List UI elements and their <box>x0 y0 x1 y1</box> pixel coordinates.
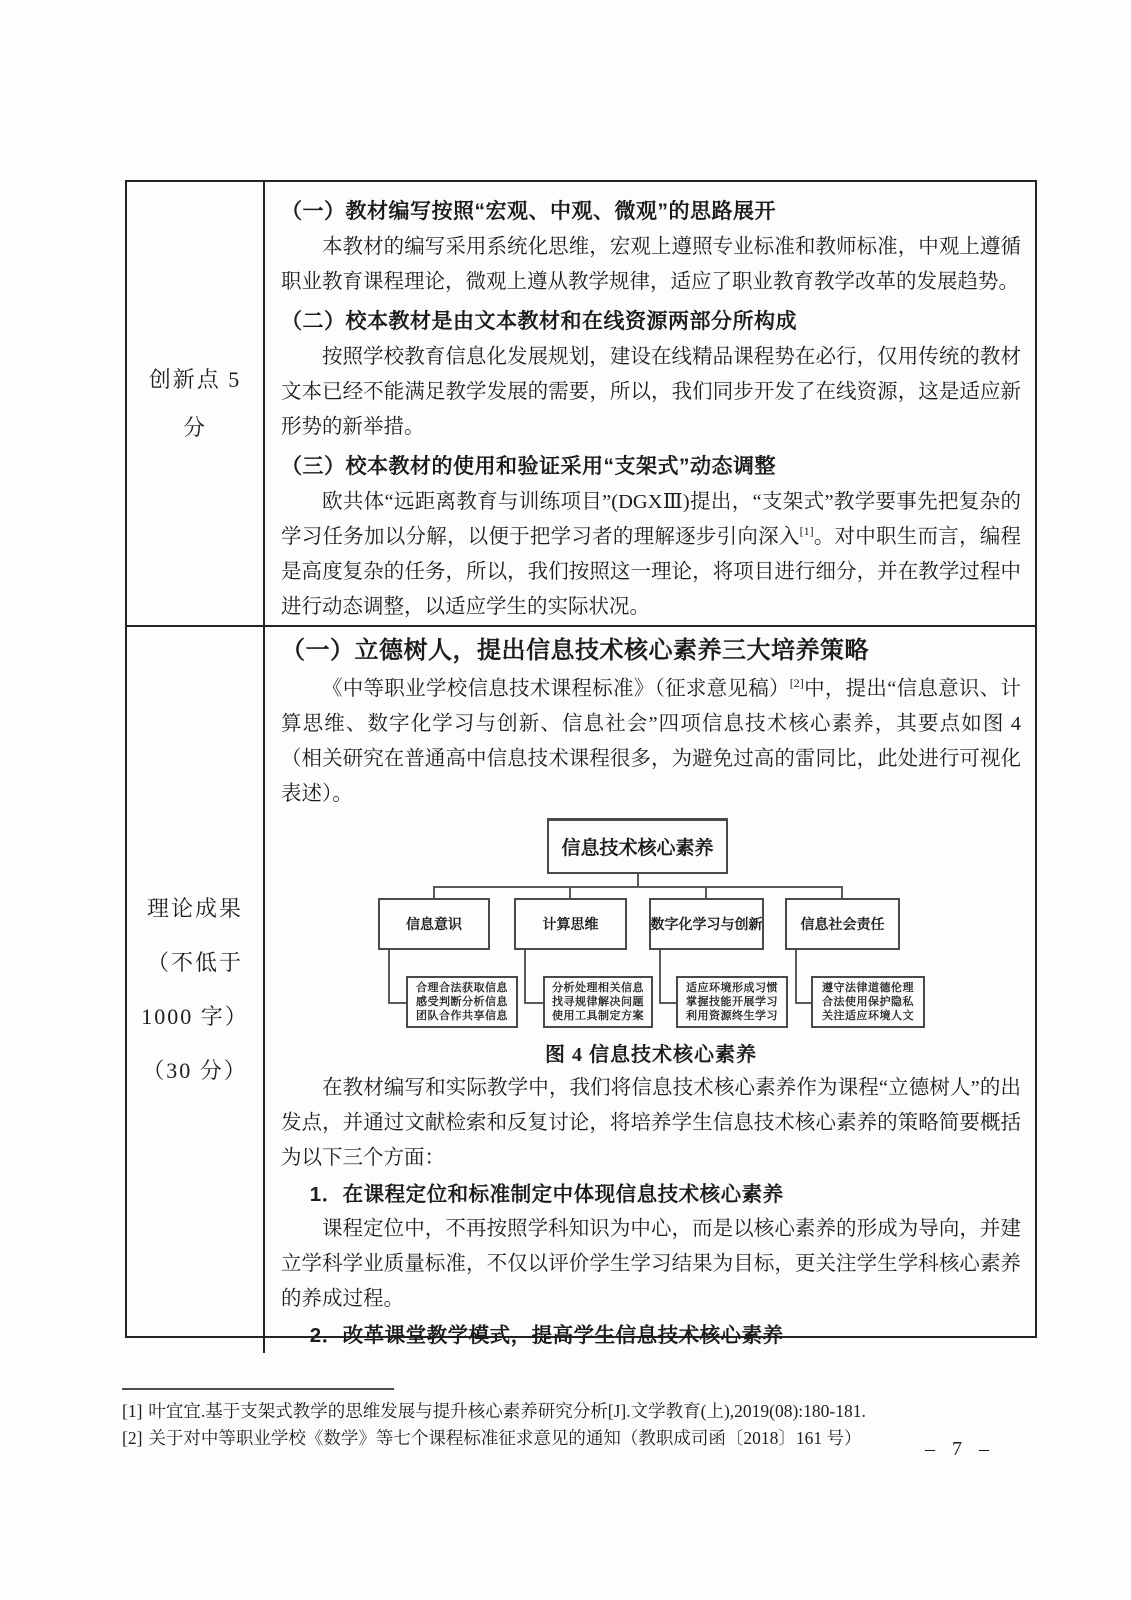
diagram-detail-box <box>811 976 925 1028</box>
figure-caption: 图 4 信息技术核心素养 <box>545 1044 757 1066</box>
footnote-marker: [1] <box>122 1401 143 1421</box>
connector-line <box>433 886 843 888</box>
section-heading-3: （三）校本教材的使用和验证采用“支架式”动态调整 <box>281 455 776 478</box>
table-row-theory <box>127 627 1035 1353</box>
detail-line: 利用资源终生学习 <box>686 1010 778 1022</box>
row-label-theory <box>127 627 265 1353</box>
detail-line: 团队合作共享信息 <box>416 1010 508 1022</box>
row-content-innovation <box>265 182 1035 625</box>
connector-line <box>637 874 639 886</box>
detail-line: 合理合法获取信息 <box>416 982 508 994</box>
row-label-line: 分 <box>182 414 207 440</box>
detail-line: 遵守法律道德伦理 <box>822 982 914 994</box>
connector-line <box>569 886 571 898</box>
page-number: – 7 – <box>925 1438 995 1460</box>
core-literacy-diagram <box>281 818 1021 1030</box>
connector-line <box>659 1002 676 1004</box>
diagram-detail-box <box>676 976 788 1028</box>
row-label-line: （不低于 <box>146 950 243 975</box>
detail-line: 找寻规律解决问题 <box>552 996 644 1008</box>
diagram-detail-box <box>543 976 653 1028</box>
row-label-line: 创新点 5 <box>148 366 242 392</box>
connector-line <box>433 886 435 898</box>
footnote-ref-1: [1] <box>799 524 814 539</box>
table-row-innovation <box>127 182 1035 627</box>
connector-line <box>795 950 797 1004</box>
body-text: 。对中职生而言，编程是高度复杂的任务，所以，我们按照这一理论，将项目进行细分，并在教学过程中进行动态调整，以适应学生的实际状况。 <box>281 526 1022 618</box>
row-label-line: （30 分） <box>142 1058 248 1083</box>
footnote-1 <box>122 1398 962 1425</box>
footnotes <box>122 1398 962 1452</box>
detail-line: 掌握技能开展学习 <box>686 996 778 1008</box>
detail-line: 感受判断分析信息 <box>416 996 508 1008</box>
detail-line: 分析处理相关信息 <box>552 982 644 994</box>
footnote-text: 叶宜宜.基于支架式教学的思维发展与提升核心素养研究分析[J].文学教育(上),2019(08):180-181. <box>148 1401 866 1421</box>
footnote-divider <box>122 1388 394 1390</box>
footnote-text: 关于对中等职业学校《数学》等七个课程标准征求意见的通知（教职成司函〔2018〕161 号） <box>148 1428 862 1448</box>
detail-line: 合法使用保护隐私 <box>822 996 914 1008</box>
row-content-theory <box>265 627 1035 1353</box>
connector-line <box>388 950 390 1004</box>
diagram-child-box: 计算思维 <box>514 898 627 950</box>
point-1-body: 课程定位中，不再按照学科知识为中心，而是以核心素养的形成为导向，并建立学科学业质量标准，不仅以评价学生学习结果为目标，更关注学生学科核心素养的养成过程。 <box>281 1218 1021 1310</box>
connector-line <box>705 886 707 898</box>
point-1-heading: 1．在课程定位和标准制定中体现信息技术核心素养 <box>309 1183 784 1206</box>
body-text: 《中等职业学校信息技术课程标准》（征求意见稿） <box>322 678 790 700</box>
row-label-line: 理论成果 <box>146 896 243 921</box>
intro-paragraph <box>281 672 1021 812</box>
diagram-child-box: 数字化学习与创新 <box>649 898 764 950</box>
row-label-innovation <box>127 182 265 625</box>
footnote-marker: [2] <box>122 1428 143 1448</box>
detail-line: 适应环境形成习惯 <box>686 982 778 994</box>
row-label-line: 1000 字） <box>141 1004 249 1029</box>
connector-line <box>795 1002 811 1004</box>
body-text: 欧共体“远距离教育与训练项目”(DGXⅢ)提出，“支架式”教学要事先把复杂的学习任务加以分解，以便于把学习者的理解逐步引向深入 <box>281 491 1021 548</box>
after-figure-paragraph: 在教材编写和实际教学中，我们将信息技术核心素养作为课程“立德树人”的出发点，并通过文献检索和反复讨论，将培养学生信息技术核心素养的策略简要概括为以下三个方面： <box>281 1077 1021 1169</box>
detail-line: 关注适应环境人文 <box>822 1010 914 1022</box>
diagram-child-box: 信息意识 <box>378 898 490 950</box>
connector-line <box>524 950 526 1004</box>
main-heading: （一）立德树人，提出信息技术核心素养三大培养策略 <box>281 637 869 664</box>
connector-line <box>659 950 661 1004</box>
point-2-heading: 2．改革课堂教学模式，提高学生信息技术核心素养 <box>309 1324 784 1347</box>
footnote-2 <box>122 1425 962 1452</box>
section-heading-2: （二）校本教材是由文本教材和在线资源两部分所构成 <box>281 310 797 333</box>
section-body-1: 本教材的编写采用系统化思维，宏观上遵照专业标准和教师标准，中观上遵循职业教育课程理论，微观上遵从教学规律，适应了职业教育教学改革的发展趋势。 <box>281 236 1021 293</box>
diagram-child-box: 信息社会责任 <box>785 898 900 950</box>
detail-line: 使用工具制定方案 <box>552 1010 644 1022</box>
section-body-3 <box>281 485 1021 625</box>
body-text: 中，提出“信息意识、计算思维、数字化学习与创新、信息社会”四项信息技术核心素养，其要点如图 4（相关研究在普通高中信息技术课程很多，为避免过高的雷同比，此处进行可视化表述）。 <box>281 678 1021 805</box>
connector-line <box>524 1002 543 1004</box>
footnote-ref-2: [2] <box>789 676 804 691</box>
connector-line <box>388 1002 406 1004</box>
connector-line <box>841 886 843 898</box>
section-body-2: 按照学校教育信息化发展规划，建设在线精品课程势在必行，仅用传统的教材文本已经不能满足教学发展的需要，所以，我们同步开发了在线资源，这是适应新形势的新举措。 <box>281 346 1021 438</box>
diagram-root-box: 信息技术核心素养 <box>547 818 728 874</box>
section-heading-1: （一）教材编写按照“宏观、中观、微观”的思路展开 <box>281 200 776 223</box>
evaluation-table <box>125 180 1037 1347</box>
diagram-detail-box <box>406 976 518 1028</box>
